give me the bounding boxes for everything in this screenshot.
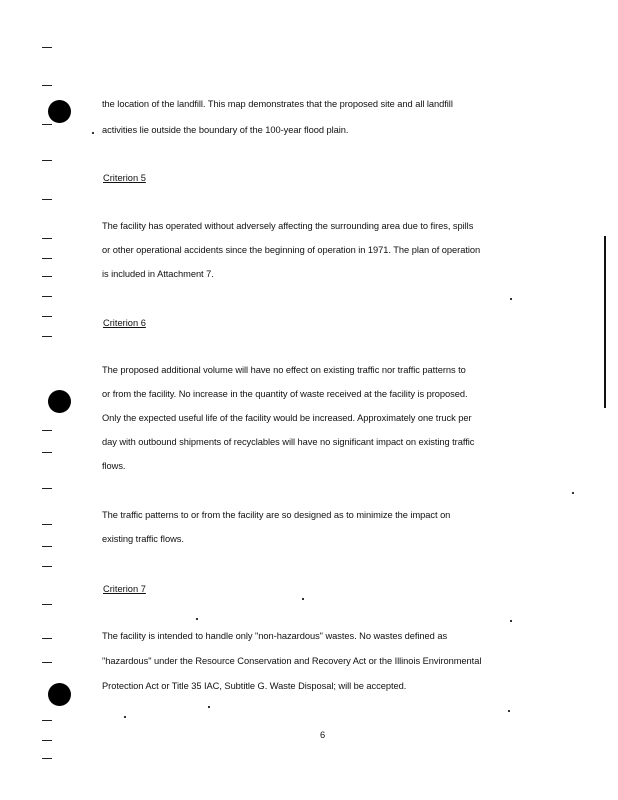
edge-mark <box>42 566 52 567</box>
punch-hole-bottom <box>48 683 71 706</box>
edge-mark <box>42 720 52 721</box>
criterion-6-heading: Criterion 6 <box>103 318 146 328</box>
edge-mark <box>42 452 52 453</box>
edge-mark <box>42 199 52 200</box>
edge-mark <box>42 524 52 525</box>
criterion-6-p1-line-3: Only the expected useful life of the facility would be increased. Approximately one truck per <box>102 413 472 423</box>
edge-mark <box>42 296 52 297</box>
criterion-7-line-3: Protection Act or Title 35 IAC, Subtitle G. Waste Disposal; will be accepted. <box>102 681 407 691</box>
page-number: 6 <box>320 730 326 740</box>
edge-mark <box>42 276 52 277</box>
edge-mark <box>42 258 52 259</box>
criterion-5-line-3: is included in Attachment 7. <box>102 269 214 279</box>
criterion-7-heading: Criterion 7 <box>103 584 146 594</box>
criterion-6-p1-line-1: The proposed additional volume will have no effect on existing traffic nor traffic patterns to <box>102 365 466 375</box>
scan-speck <box>510 298 512 300</box>
intro-line-2: activities lie outside the boundary of the 100-year flood plain. <box>102 125 349 135</box>
criterion-7-line-1: The facility is intended to handle only "non-hazardous" wastes. No wastes defined as <box>102 631 448 641</box>
edge-mark <box>42 638 52 639</box>
edge-mark <box>42 85 52 86</box>
edge-mark <box>42 316 52 317</box>
criterion-5-line-1: The facility has operated without adversely affecting the surrounding area due to fires, spills <box>102 221 474 231</box>
scan-speck <box>196 618 198 620</box>
edge-mark <box>42 546 52 547</box>
criterion-7-line-2: "hazardous" under the Resource Conservation and Recovery Act or the Illinois Environmental <box>102 656 482 666</box>
criterion-6-p1-line-2: or from the facility. No increase in the quantity of waste received at the facility is proposed. <box>102 389 468 399</box>
edge-mark <box>42 488 52 489</box>
criterion-5-heading: Criterion 5 <box>103 173 146 183</box>
edge-mark <box>42 336 52 337</box>
edge-mark <box>42 47 52 48</box>
scan-speck <box>208 706 210 708</box>
edge-mark <box>42 238 52 239</box>
criterion-6-p2-line-1: The traffic patterns to or from the facility are so designed as to minimize the impact on <box>102 510 451 520</box>
edge-mark <box>42 662 52 663</box>
criterion-6-p1-line-5: flows. <box>102 461 126 471</box>
scan-speck <box>92 132 94 134</box>
criterion-6-p1-line-4: day with outbound shipments of recyclables will have no significant impact on existing traffic <box>102 437 475 447</box>
edge-mark <box>42 160 52 161</box>
edge-mark <box>42 758 52 759</box>
criterion-6-p2-line-2: existing traffic flows. <box>102 534 184 544</box>
scan-speck <box>302 598 304 600</box>
scan-speck <box>510 620 512 622</box>
edge-mark <box>42 740 52 741</box>
punch-hole-middle <box>48 390 71 413</box>
intro-line-1: the location of the landfill. This map demonstrates that the proposed site and all landfill <box>102 99 453 109</box>
scan-speck <box>508 710 510 712</box>
criterion-5-line-2: or other operational accidents since the beginning of operation in 1971. The plan of operation <box>102 245 481 255</box>
edge-mark <box>42 604 52 605</box>
punch-hole-top <box>48 100 71 123</box>
scan-speck <box>124 716 126 718</box>
right-margin-bar <box>604 236 606 408</box>
scan-speck <box>572 492 574 494</box>
edge-mark <box>42 430 52 431</box>
edge-mark <box>42 124 52 125</box>
